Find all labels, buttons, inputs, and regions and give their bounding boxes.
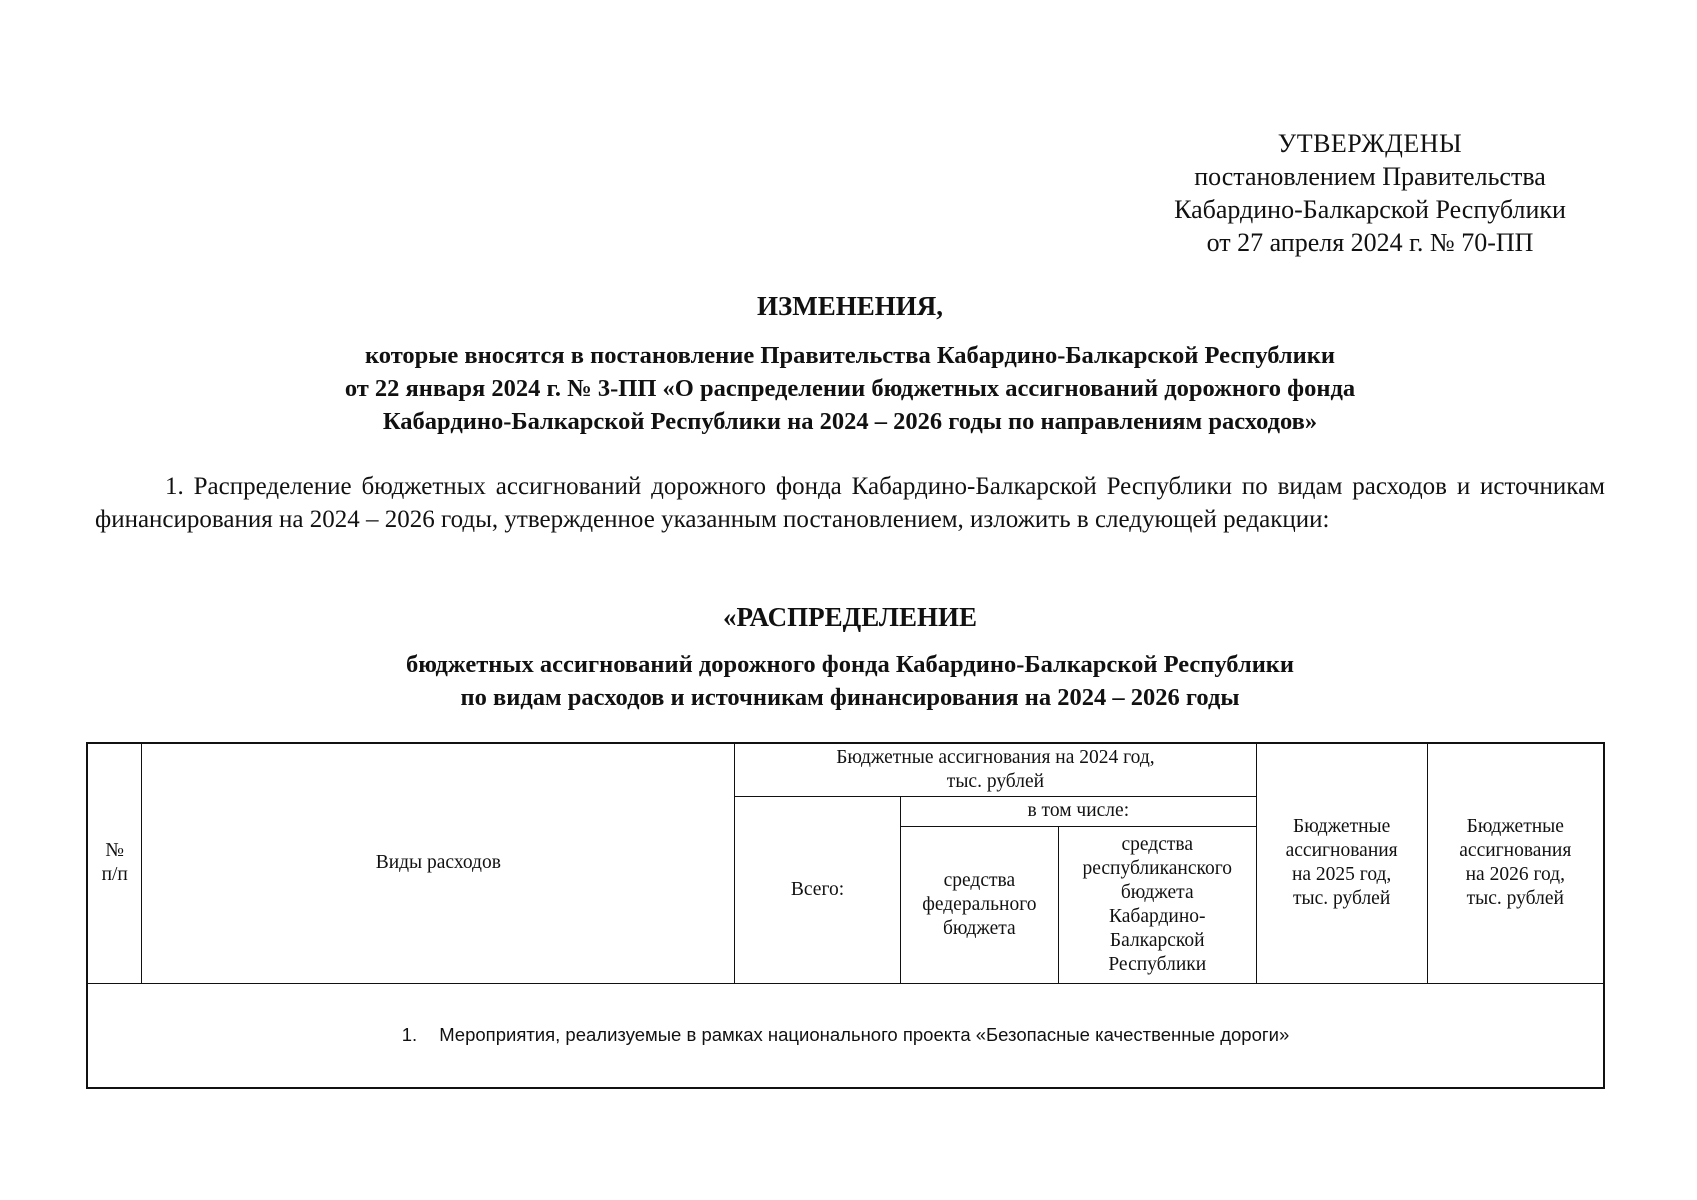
header-text: средства (943, 869, 1016, 891)
header-cell-number (87, 743, 142, 983)
distribution-subtitle-line: по видам расходов и источникам финансирования на 2024 – 2026 годы (460, 684, 1240, 711)
subtitle-line: от 22 января 2024 г. № 3-ПП «О распределении бюджетных ассигнований дорожного фонда (344, 375, 1356, 402)
approval-line: Кабардино-Балкарской Республики (1174, 195, 1566, 224)
header-text: на 2025 год, (1291, 864, 1392, 886)
distribution-subtitle-line: бюджетных ассигнований дорожного фонда Кабардино-Балкарской Республики (405, 651, 1295, 678)
header-text: Кабардино- (1109, 905, 1206, 927)
section-title: Мероприятия, реализуемые в рамках национального проекта «Безопасные качественные дороги» (439, 1024, 1290, 1046)
document-title: ИЗМЕНЕНИЯ, (756, 291, 943, 321)
header-text: бюджета (1120, 881, 1194, 903)
distribution-title: «РАСПРЕДЕЛЕНИЕ (722, 602, 978, 632)
subtitle-line: которые вносятся в постановление Правительства Кабардино-Балкарской Республики (364, 342, 1336, 369)
header-text: Балкарской (1109, 929, 1205, 951)
approval-date: от 27 апреля 2024 г. № 70-ПП (1206, 228, 1534, 257)
subtitle-line: Кабардино-Балкарской Республики на 2024 – 2026 годы по направлениям расходов» (382, 408, 1318, 435)
header-text: Бюджетные ассигнования на 2024 год, (836, 746, 1155, 768)
header-text: на 2026 год, (1465, 864, 1565, 886)
header-text: средства (1121, 833, 1194, 855)
header-text: ассигнования (1285, 840, 1398, 862)
header-cell-republic (1058, 826, 1256, 983)
header-text: бюджета (943, 917, 1016, 939)
header-cell-expense-types: Виды расходов (142, 743, 735, 983)
section-row (87, 983, 1604, 1088)
section-number: 1. (401, 1024, 418, 1046)
header-text: тыс. рублей (946, 770, 1045, 792)
header-text: Бюджетные (1293, 816, 1391, 838)
body-paragraph: 1. Распределение бюджетных ассигнований дорожного фонда Кабардино-Балкарской Республики по видам расходов и источникам финансирования на 2024 – 2026 годы, утвержденное указанным постановлением, изложить в следующей редакции: (95, 473, 1605, 533)
header-text: п/п (101, 864, 128, 886)
header-cell-2026 (1427, 743, 1604, 983)
approval-heading: УТВЕРЖДЕНЫ (1277, 129, 1463, 158)
header-text: ассигнования (1459, 840, 1572, 862)
header-cell-total: Всего: (735, 796, 901, 983)
budget-table (86, 742, 1605, 1089)
header-text: федерального (922, 893, 1037, 915)
document-subtitle (100, 339, 1600, 438)
approval-line: постановлением Правительства (1194, 162, 1546, 191)
header-text: тыс. рублей (1466, 888, 1564, 910)
header-text: республиканского (1082, 857, 1232, 879)
header-cell-2025 (1256, 743, 1427, 983)
table-header-row (87, 743, 1604, 796)
header-text: Республики (1108, 953, 1207, 975)
header-cell-including: в том числе: (900, 796, 1256, 826)
table-row (87, 983, 1604, 1088)
header-cell-federal (900, 826, 1058, 983)
header-cell-2024 (735, 743, 1257, 796)
header-text: тыс. рублей (1293, 888, 1391, 910)
header-text: № (105, 840, 125, 862)
distribution-subtitle (100, 648, 1600, 714)
approval-stamp (1080, 127, 1660, 259)
header-text: Бюджетные (1466, 816, 1564, 838)
